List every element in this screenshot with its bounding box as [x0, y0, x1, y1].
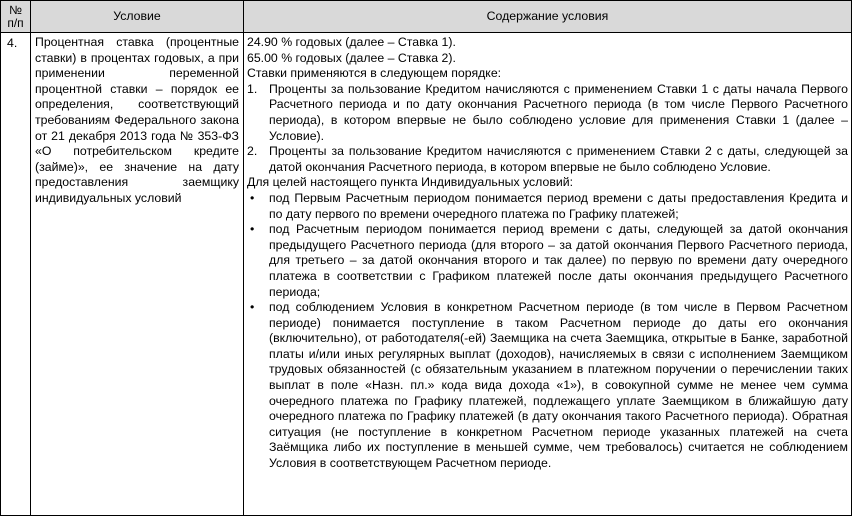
list-item [247, 144, 848, 175]
definitions-intro-text: Для целей настоящего пункта Индивидуальных условий: [247, 175, 574, 190]
list-item [247, 300, 848, 472]
bullet-icon: • [250, 300, 255, 315]
header-number [1, 1, 31, 33]
row-content [244, 33, 852, 516]
row-number: 4. [1, 33, 31, 516]
header-content: Содержание условия [244, 1, 852, 33]
list-item-text: под Первым Расчетным периодом понимается период времени с даты предоставления Кредита и по дату первого по времени очередного платежа по Графику платежей; [269, 190, 848, 221]
list-item-text: Проценты за пользование Кредитом начисляются с применением Ставки 2 с даты, следующей за датой окончания Расчетного периода, в котором впервые не было соблюдено Условие. [269, 144, 848, 174]
list-item-text: Проценты за пользование Кредитом начисляются с применением Ставки 1 с даты начала Первого Расчетного периода и по дату окончания Расчетного периода (в том числе Первого Расчетного периода), в котором впервые не было соблюдено условие для применения Ставки 1 (далее – Условие). [269, 81, 848, 143]
header-number-line1: № [9, 2, 22, 17]
bullet-icon: • [250, 190, 255, 205]
list-item [247, 191, 848, 222]
list-item-text: под Расчетным периодом понимается период времени с даты, следующей за датой окончания предыдущего Расчетного периода (для второго – за датой окончания Первого Расчетного периода, для третьего – за датой окончания второго и так далее) по первую по времени дату очередного платежа в соответствии с Графиком платежей после даты окончания предыдущего Расчетного периода; [269, 222, 848, 299]
rate-1-text: 24.90 % годовых (далее – Ставка 1). [247, 35, 456, 49]
table-row [1, 33, 852, 516]
list-item-number: 2. [247, 144, 258, 159]
header-number-line2: п/п [7, 15, 24, 30]
bullet-list [247, 191, 848, 472]
header-condition: Условие [31, 1, 244, 33]
bullet-icon: • [250, 222, 255, 237]
rate-2-text: 65.00 % годовых (далее – Ставка 2). [247, 50, 456, 65]
list-item [247, 222, 848, 300]
table-header-row [1, 1, 852, 33]
list-item-text: под соблюдением Условия в конкретном Расчетном периоде (в том числе в Первом Расчетном периоде) понимается поступление в таком Расчетном периоде до даты его окончания (включительно), от работодателя(-ей) Заемщика на счета Заемщика, открытые в Банке, заработной платы и/или иных регулярных выплат (доходов), начисляемых в связи с исполнением Заемщиком трудовых обязанностей (с обязательным указанием в платежном поручении о перечислении таких выплат в поле «Назн. пл.» кода вида дохода «1»), в совокупной сумме не менее чем сумма очередного платежа по Графику платежей, подлежащего уплате Заемщиком в ближайшую дату очередного платежа по Графику платежей (в дату окончания такого Расчетного периода). Обратная ситуация (не поступление в конкретном Расчетном периоде указанных платежей на счета Заёмщика либо их поступление в меньшей сумме, чем требовалось) считается не соблюдением Условия в соответствующем Расчетном периоде. [269, 300, 848, 471]
row-condition: Процентная ставка (процентные ставки) в процентах годовых, а при применении переменной процентной ставки – порядок ее определения, соответствующий требованиям Федерального закона от 21 декабря 2013 года № 353-ФЗ «О потребительском кредите (займе)», ее значение на дату предоставления заемщику индивидуальных условий [31, 33, 244, 516]
list-item-number: 1. [247, 81, 258, 96]
list-item [247, 82, 848, 144]
order-intro-text: Ставки применяются в следующем порядке: [247, 66, 502, 81]
numbered-list [247, 82, 848, 176]
